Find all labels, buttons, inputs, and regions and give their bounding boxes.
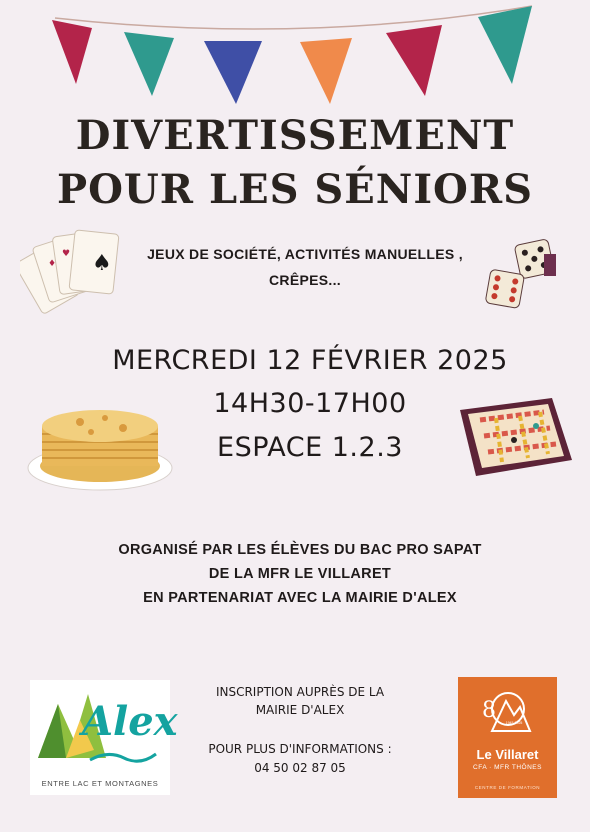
alex-logo bbox=[30, 680, 178, 795]
bunting-decoration bbox=[0, 0, 590, 115]
villaret-logo bbox=[458, 677, 557, 798]
activities-line-2: CRÊPES... bbox=[269, 272, 341, 288]
activities-line-1: JEUX DE SOCIÉTÉ, ACTIVITÉS MANUELLES , bbox=[147, 246, 463, 262]
phone-number: 04 50 02 87 05 bbox=[254, 761, 346, 775]
organizers-line-2: DE LA MFR LE VILLARET bbox=[208, 566, 392, 582]
dice-icon bbox=[482, 236, 562, 314]
svg-text:♥: ♥ bbox=[62, 249, 71, 259]
villaret-subtitle: CFA · MFR THÔNES bbox=[473, 764, 542, 771]
event-place: ESPACE 1.2.3 bbox=[217, 432, 403, 463]
organizers-line-1: ORGANISÉ PAR LES ÉLÈVES DU BAC PRO SAPAT bbox=[118, 542, 482, 558]
more-info-label: POUR PLUS D'INFORMATIONS : bbox=[208, 742, 392, 756]
playing-cards-icon bbox=[20, 226, 126, 322]
wave-icon bbox=[88, 750, 158, 764]
registration-line-1: INSCRIPTION AUPRÈS DE LA bbox=[215, 685, 385, 699]
villaret-subtitle-2: CENTRE DE FORMATION bbox=[474, 785, 541, 790]
registration-line-2: MAIRIE D'ALEX bbox=[255, 703, 345, 717]
title-line-1: DIVERTISSEMENT bbox=[75, 112, 515, 159]
alex-caption: ENTRE LAC ET MONTAGNES bbox=[41, 779, 159, 788]
alex-wordmark: Alex bbox=[82, 698, 178, 745]
villaret-dates: 1945-2025 bbox=[505, 721, 523, 725]
crepes-icon bbox=[25, 402, 175, 494]
villaret-name: Le Villaret bbox=[476, 747, 539, 762]
board-game-icon bbox=[456, 396, 576, 482]
organizers-line-3: EN PARTENARIAT AVEC LA MAIRIE D'ALEX bbox=[143, 590, 457, 606]
event-time: 14H30-17H00 bbox=[213, 388, 407, 419]
villaret-emblem-icon bbox=[478, 683, 538, 741]
svg-text:8: 8 bbox=[482, 698, 496, 723]
event-date: MERCREDI 12 FÉVRIER 2025 bbox=[112, 345, 508, 376]
svg-text:♠: ♠ bbox=[92, 251, 112, 276]
title-line-2: POUR LES SÉNIORS bbox=[56, 166, 534, 213]
svg-text:♦: ♦ bbox=[48, 259, 57, 269]
